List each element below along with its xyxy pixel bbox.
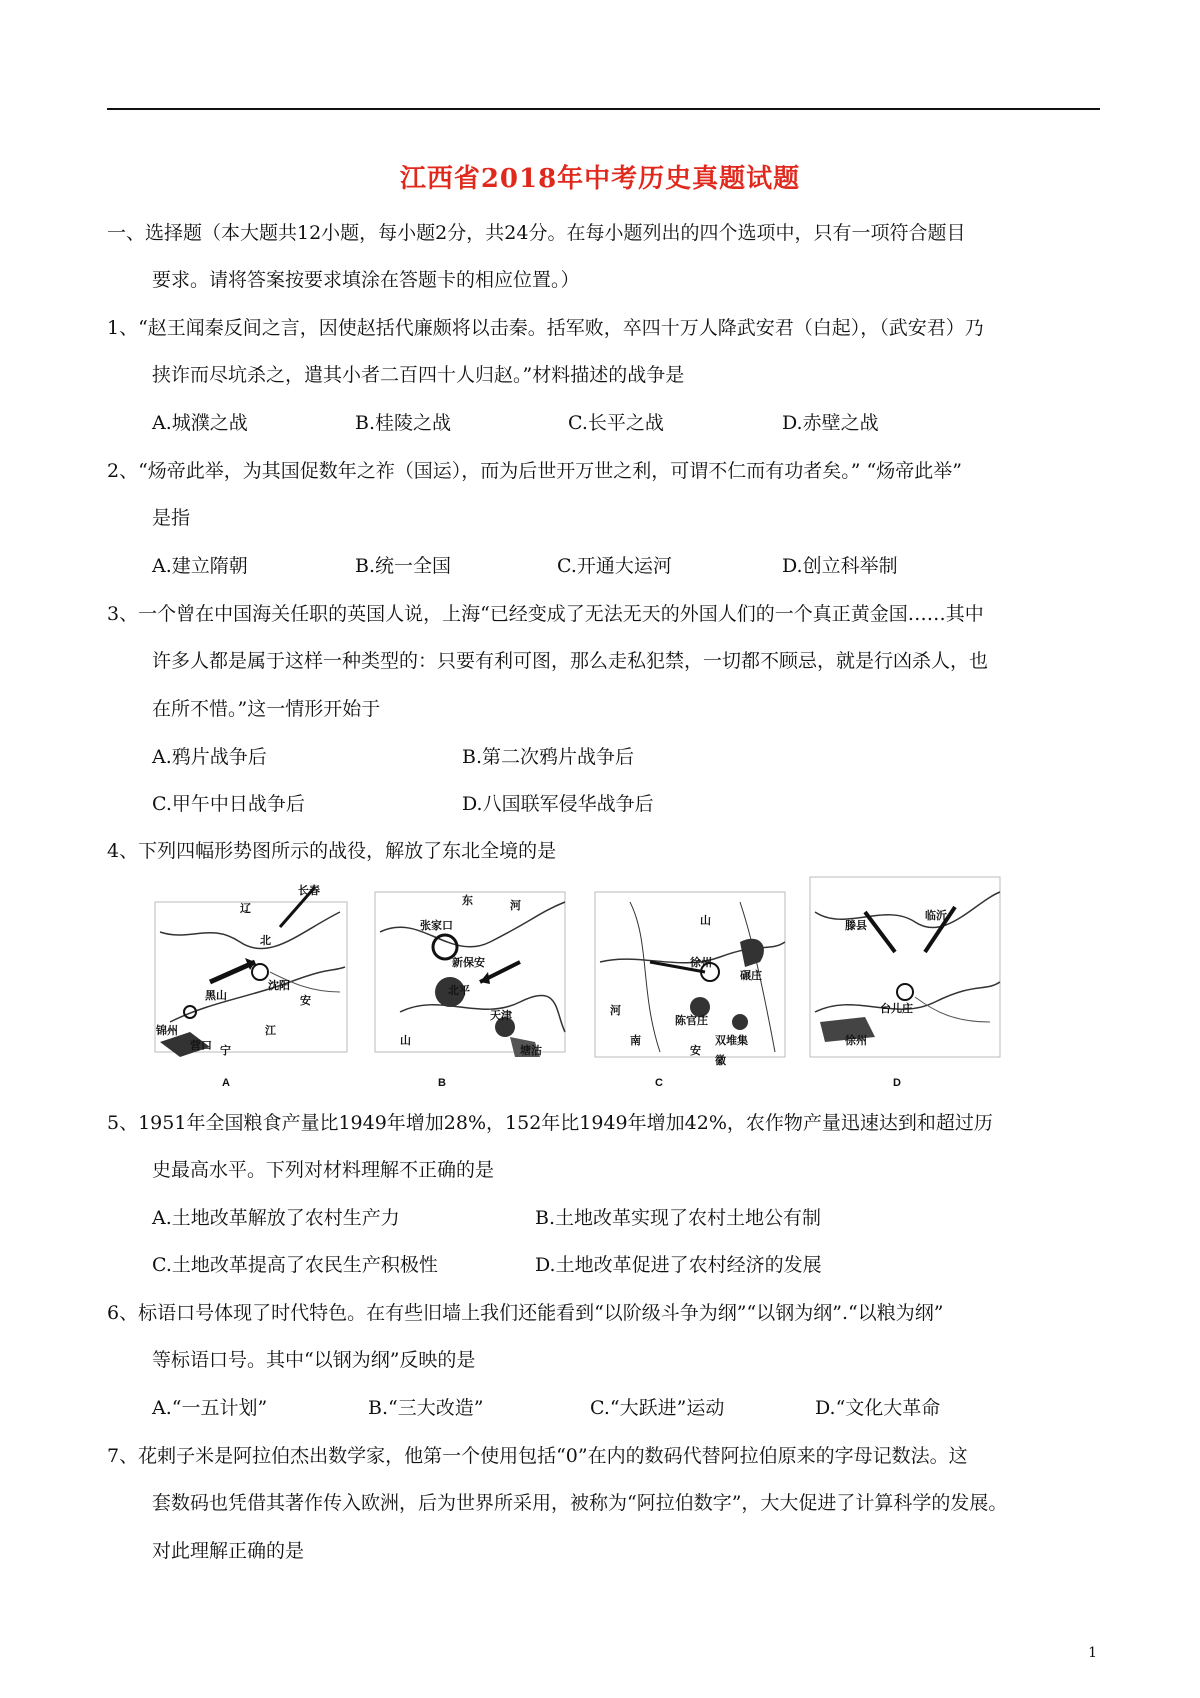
map-c-label-chenguanzhuang: 陈官庄 [675,1015,708,1027]
q7-stem-line-2: 套数码也凭借其著作传入欧洲，后为世界所采用，被称为“阿拉伯数字”，大大促进了计算科学的发展。 [152,1492,1008,1514]
map-a-letter: A [222,1077,230,1089]
map-d [805,872,1005,1089]
q1-option-c: C.长平之战 [568,412,664,434]
section-instruction-line-1: 一、选择题（本大题共12小题，每小题2分，共24分。在每小题列出的四个选项中，只有一项符合题目 [107,222,966,244]
map-a-label-heishan: 黑山 [205,990,227,1002]
map-c-label-nianzhuang: 碾庄 [740,970,762,982]
q6-option-b: B.“三大改造” [368,1397,484,1419]
map-c-label-shan: 山 [700,915,711,927]
map-a-label-an: 安 [300,995,311,1007]
q3-option-b: B.第二次鸦片战争后 [462,746,635,768]
q2-option-c: C.开通大运河 [557,555,672,577]
q1-stem-line-2: 挟诈而尽坑杀之，遣其小者二百四十人归赵。”材料描述的战争是 [152,364,685,386]
map-d-label-linyi: 临沂 [925,910,947,922]
map-a-label-ning: 宁 [220,1045,231,1057]
map-a [150,872,350,1089]
q3-stem-line-2: 许多人都是属于这样一种类型的：只要有利可图，那么走私犯禁，一切都不顾忌，就是行凶杀人，也 [152,650,989,672]
q7-stem-line-3: 对此理解正确的是 [152,1540,305,1562]
map-b-label-beiping: 北平 [448,985,470,997]
q6-option-a: A.“一五计划” [152,1397,268,1419]
q6-stem-line-2: 等标语口号。其中“以钢为纲”反映的是 [152,1349,476,1371]
q1-stem-line-1: 1、“赵王闻秦反间之言，因使赵括代廉颇将以击秦。括军败，卒四十万人降武安君（白起），（武安君）乃 [107,317,984,339]
q5-option-a: A.土地改革解放了农村生产力 [152,1207,400,1229]
map-b-letter: B [438,1077,446,1089]
q6-option-d: D.“文化大革命 [815,1397,941,1419]
map-b-label-shan: 山 [400,1035,411,1047]
map-c-label-hui: 徽 [715,1055,726,1067]
q5-option-d: D.土地改革促进了农村经济的发展 [535,1254,822,1276]
q1-option-a: A.城濮之战 [152,412,248,434]
map-b-label-tianjin: 天津 [490,1010,512,1022]
q7-stem-line-1: 7、花剌子米是阿拉伯杰出数学家，他第一个使用包括“0”在内的数码代替阿拉伯原来的字母记数法。这 [107,1445,968,1467]
map-d-drawing [805,872,1005,1072]
map-c-label-xuzhou: 徐州 [690,957,712,969]
map-c-label-he: 河 [610,1005,621,1017]
map-a-label-changchun: 长春 [298,885,320,897]
map-b-label-tanggu: 塘沽 [520,1045,542,1057]
q1-option-b: B.桂陵之战 [355,412,452,434]
battle-maps [150,872,1000,1092]
map-b-label-zhangjiakou: 张家口 [420,920,453,932]
map-a-label-jiang: 江 [265,1025,276,1037]
q2-stem-line-2: 是指 [152,507,191,529]
q3-option-a: A.鸦片战争后 [152,746,267,768]
q2-option-b: B.统一全国 [355,555,452,577]
q5-option-c: C.土地改革提高了农民生产积极性 [152,1254,438,1276]
map-a-label-liao: 辽 [240,903,251,915]
header-rule [107,108,1100,110]
map-b [370,872,570,1089]
map-b-label-he: 河 [510,900,521,912]
q3-stem-line-3: 在所不惜。”这一情形开始于 [152,698,381,720]
map-d-label-xuzhou: 徐州 [845,1035,867,1047]
page-number: 1 [1088,1645,1097,1661]
q6-option-c: C.“大跃进”运动 [590,1397,725,1419]
map-c-label-shuangduiji: 双堆集 [715,1035,748,1047]
q3-option-d: D.八国联军侵华战争后 [462,793,654,815]
q2-option-a: A.建立隋朝 [152,555,248,577]
q5-stem-line-2: 史最高水平。下列对材料理解不正确的是 [152,1159,495,1181]
map-c-label-nan: 南 [630,1035,641,1047]
q3-stem-line-1: 3、一个曾在中国海关任职的英国人说，上海“已经变成了无法无天的外国人们的一个真正黄金国……其中 [107,603,984,625]
q5-option-b: B.土地改革实现了农村土地公有制 [535,1207,822,1229]
map-d-label-taierzhuang: 台儿庄 [880,1003,913,1015]
map-c-letter: C [655,1077,663,1089]
q1-option-d: D.赤壁之战 [782,412,879,434]
map-c-label-an: 安 [690,1045,701,1057]
map-a-label-bei: 北 [260,935,271,947]
map-c [590,872,790,1089]
map-d-label-tengxian: 滕县 [845,920,867,932]
map-b-label-xinbaoan: 新保安 [452,957,485,969]
map-b-label-dong: 东 [462,895,473,907]
q2-stem-line-1: 2、“炀帝此举，为其国促数年之祚（国运），而为后世开万世之利，可谓不仁而有功者矣。” “炀帝此举” [107,460,962,482]
map-d-letter: D [893,1077,901,1089]
map-a-label-shenyang: 沈阳 [268,980,290,992]
page-title: 江西省2018年中考历史真题试题 [399,164,801,194]
section-instruction-line-2: 要求。请将答案按要求填涂在答题卡的相应位置。） [152,269,580,291]
q3-option-c: C.甲午中日战争后 [152,793,305,815]
map-a-label-jinzhou: 锦州 [156,1025,178,1037]
q6-stem-line-1: 6、标语口号体现了时代特色。在有些旧墙上我们还能看到“以阶级斗争为纲”“以钢为纲”.“以粮为纲” [107,1302,944,1324]
map-a-label-yingkou: 营口 [190,1040,212,1052]
q5-stem-line-1: 5、1951年全国粮食产量比1949年增加28%，152年比1949年增加42%，农作物产量迅速达到和超过历 [107,1112,993,1134]
q4-stem-line-1: 4、下列四幅形势图所示的战役，解放了东北全境的是 [107,840,557,862]
q2-option-d: D.创立科举制 [782,555,898,577]
